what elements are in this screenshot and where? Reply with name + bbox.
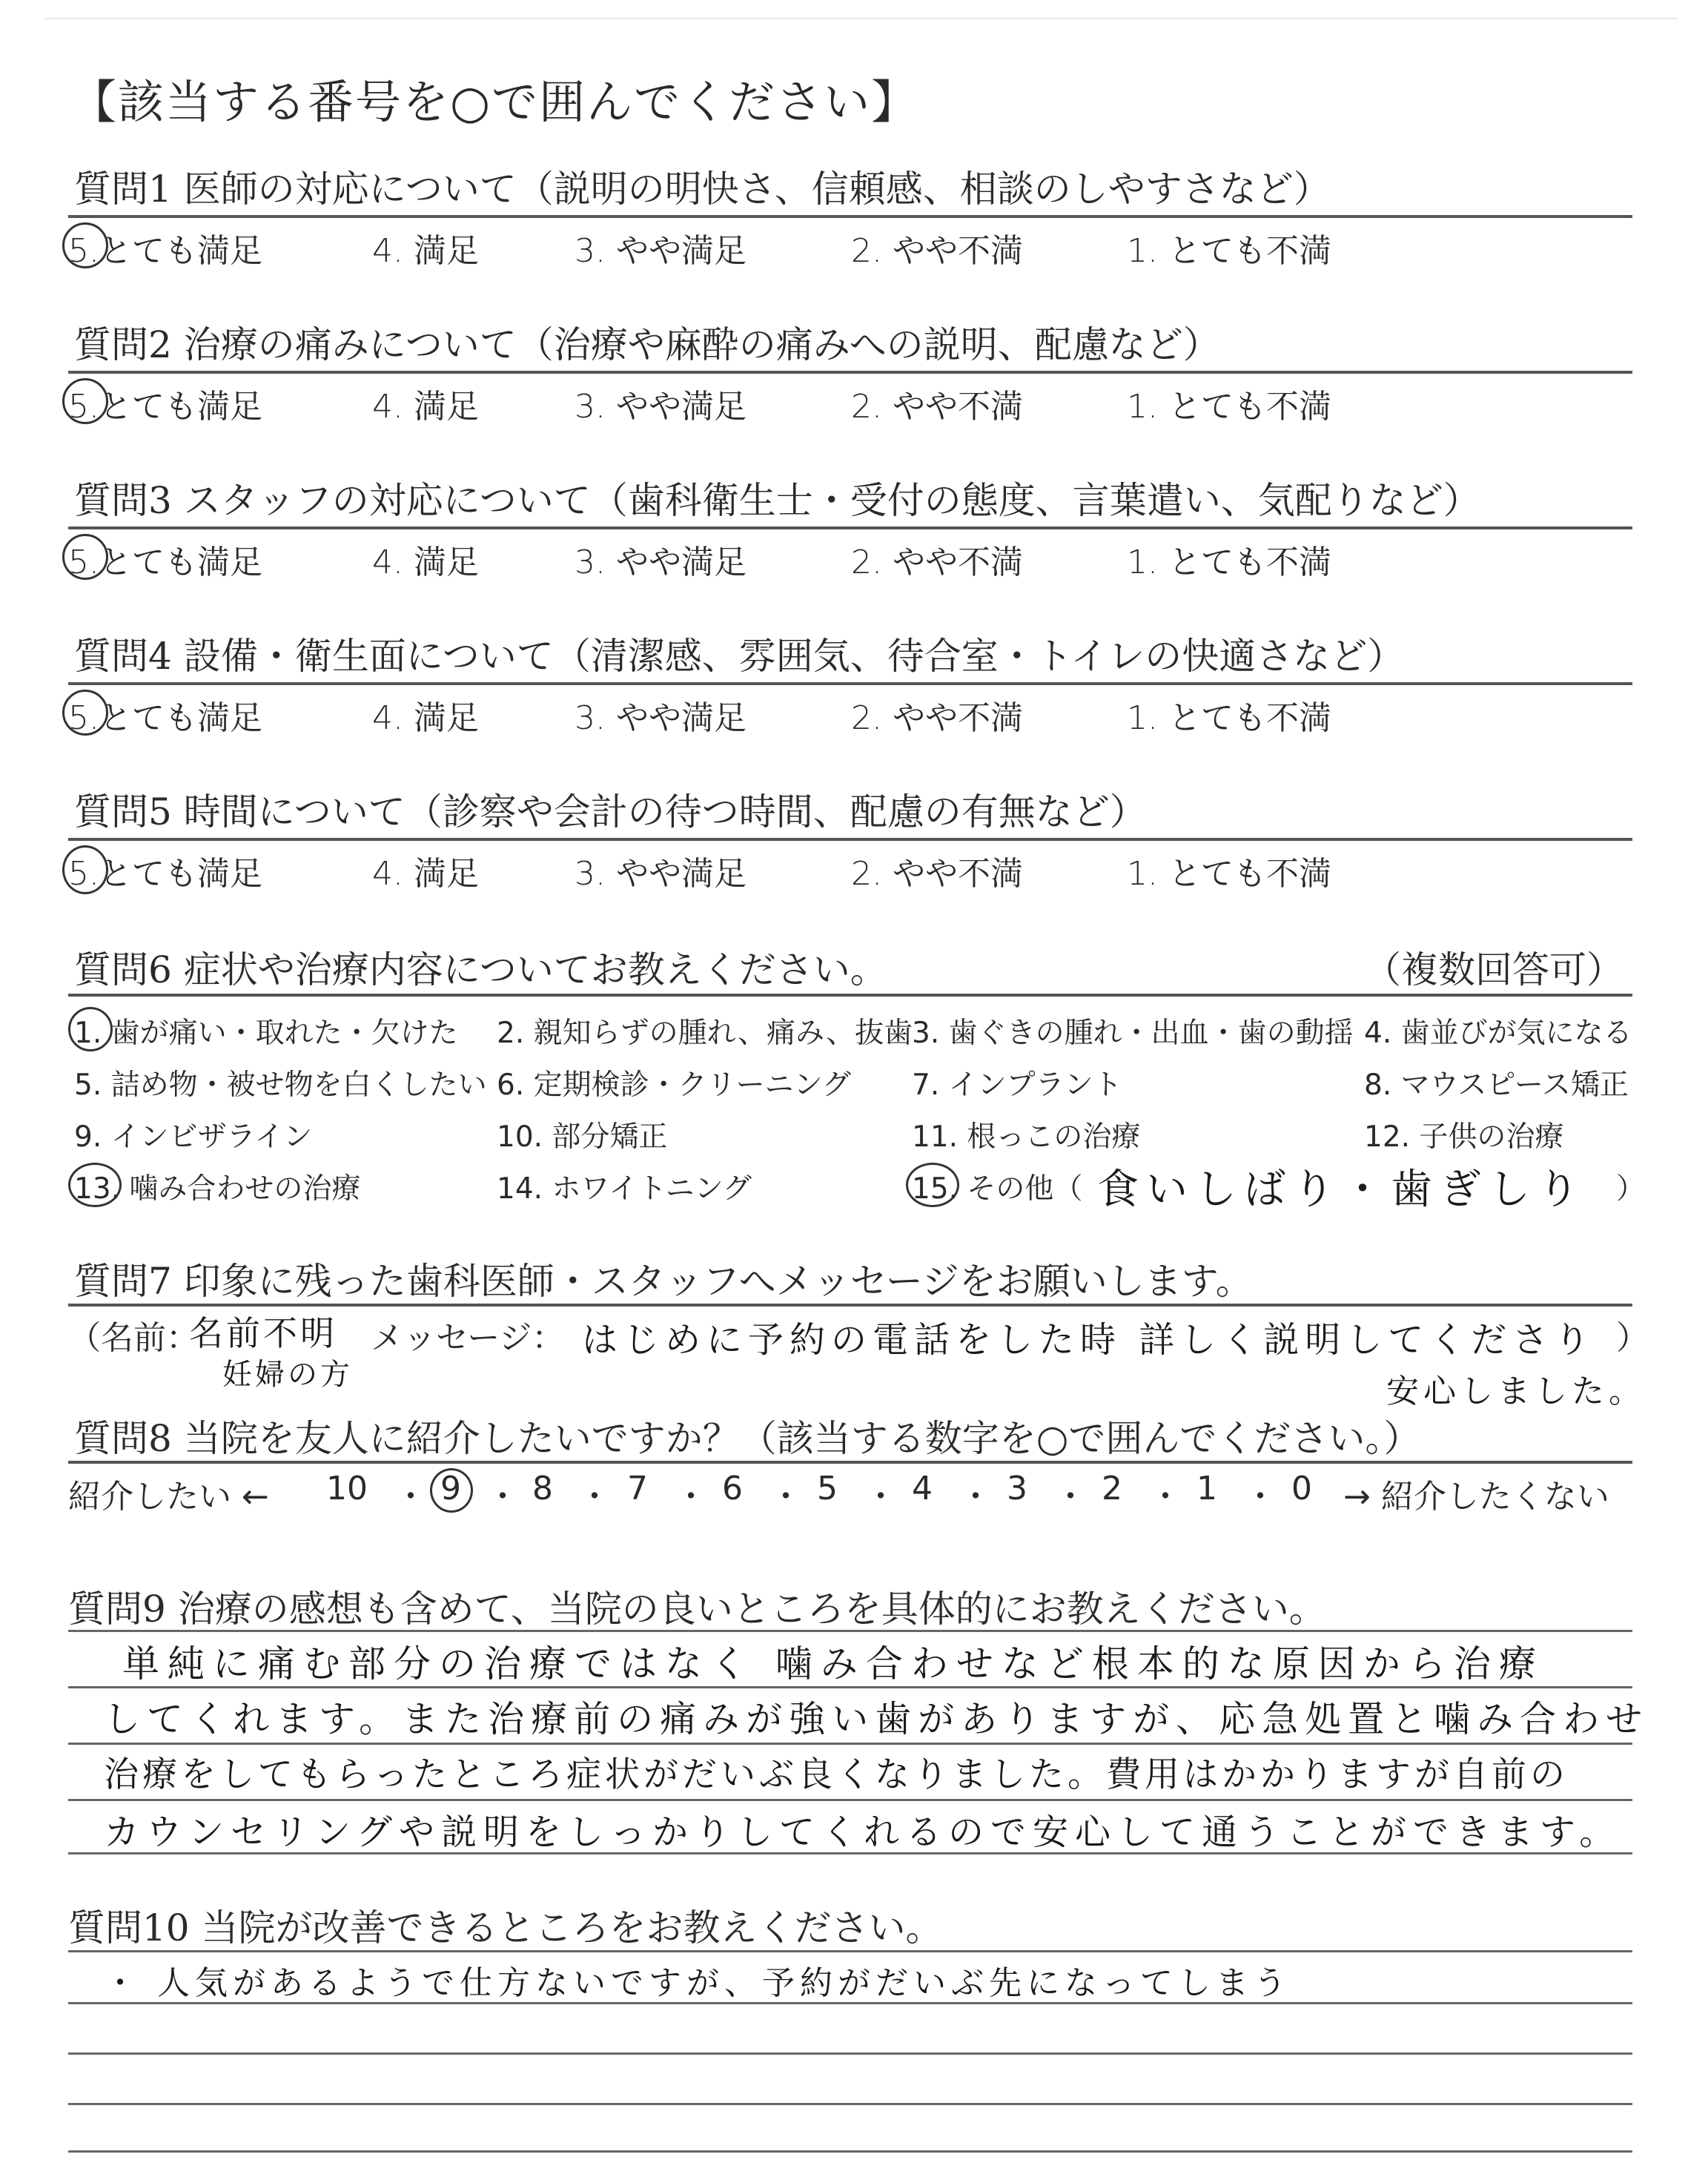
q8-scale-9[interactable]: 9: [440, 1470, 461, 1507]
q8-right-label: → 紹介したくない: [1343, 1478, 1609, 1516]
q8-scale-6[interactable]: 6: [722, 1470, 743, 1507]
q4-rule: [68, 682, 1632, 685]
q8-scale-dot: ・: [864, 1478, 897, 1516]
q8-scale-8[interactable]: 8: [532, 1470, 553, 1507]
q8-scale-2[interactable]: 2: [1102, 1470, 1122, 1507]
q7-message-line-1[interactable]: はじめに予約の電話をした時 詳しく説明してくださり: [582, 1319, 1596, 1361]
q2-option-3[interactable]: 3. やや満足: [575, 388, 747, 426]
q6-option-2[interactable]: 2. 親知らずの腫れ、痛み、抜歯: [497, 1017, 913, 1050]
q2-option-1[interactable]: 1. とても不満: [1127, 388, 1331, 426]
q2-option-2[interactable]: 2. やや不満: [851, 388, 1023, 426]
q6-selection-circle-15: [906, 1163, 959, 1207]
q7-close-paren: ）: [1616, 1319, 1649, 1357]
q8-left-label: 紹介したい ←: [68, 1478, 269, 1516]
q7-title: 質問7 印象に残った歯科医師・スタッフへメッセージをお願いします。: [74, 1260, 1253, 1303]
q2-selection-circle: [62, 378, 108, 424]
q6-option-8[interactable]: 8. マウスピース矯正: [1364, 1069, 1629, 1102]
q8-scale-dot: ・: [1054, 1478, 1087, 1516]
q8-scale-dot: ・: [1149, 1478, 1182, 1516]
q8-scale-3[interactable]: 3: [1007, 1470, 1027, 1507]
q6-option-9[interactable]: 9. インビザライン: [74, 1120, 313, 1154]
page-heading: 【該当する番号を○で囲んでください】: [70, 75, 919, 129]
q8-scale-4[interactable]: 4: [912, 1470, 933, 1507]
q5-rule: [68, 838, 1632, 841]
q2-option-5[interactable]: 5.とても満足: [68, 388, 262, 426]
q6-option-15[interactable]: 15. その他（: [912, 1172, 1083, 1206]
q8-title: 質問8 当院を友人に紹介したいですか？（該当する数字を○で囲んでください。）: [74, 1417, 1421, 1460]
q6-option-6[interactable]: 6. 定期検診・クリーニング: [497, 1069, 851, 1102]
q3-option-2[interactable]: 2. やや不満: [851, 544, 1023, 581]
q8-scale-dot: ・: [578, 1478, 611, 1516]
q4-option-2[interactable]: 2. やや不満: [851, 699, 1023, 737]
q8-scale-dot: ・: [675, 1478, 707, 1516]
q9-answer-line-3[interactable]: 治療をしてもらったところ症状がだいぶ良くなりました。費用はかかりますが自前の: [104, 1754, 1569, 1795]
q4-option-4[interactable]: 4. 満足: [372, 699, 479, 737]
q9-answer-line-4[interactable]: カウンセリングや説明をしっかりしてくれるので安心して通うことができます。: [104, 1811, 1622, 1853]
page-top-rule: [44, 18, 1678, 19]
q6-option-12[interactable]: 12. 子供の治療: [1364, 1120, 1564, 1154]
q3-option-3[interactable]: 3. やや満足: [575, 544, 747, 581]
q6-option-11[interactable]: 11. 根っこの治療: [912, 1120, 1141, 1154]
q6-option-1[interactable]: 1. 歯が痛い・取れた・欠けた: [74, 1017, 458, 1050]
q8-scale-dot: ・: [486, 1478, 519, 1516]
q8-scale-dot: ・: [1244, 1478, 1277, 1516]
q5-option-3[interactable]: 3. やや満足: [575, 855, 747, 893]
q10-rule-5: [68, 2150, 1632, 2153]
q8-scale-7[interactable]: 7: [627, 1470, 648, 1507]
q8-rule: [68, 1461, 1632, 1464]
q6-option-14[interactable]: 14. ホワイトニング: [497, 1172, 752, 1206]
q6-note: （複数回答可）: [1364, 948, 1623, 991]
q6-other-close-paren: ）: [1616, 1172, 1646, 1206]
q7-name-value-2[interactable]: 妊婦の方: [222, 1358, 353, 1392]
q9-answer-line-2[interactable]: してくれます。また治療前の痛みが強い歯がありますが、応急処置と噛み合わせ: [104, 1698, 1649, 1740]
q6-title: 質問6 症状や治療内容についてお教えください。: [74, 948, 887, 991]
q8-scale-0[interactable]: 0: [1291, 1470, 1312, 1507]
q7-message-line-2[interactable]: 安心しました。: [1386, 1373, 1646, 1410]
q6-option-7[interactable]: 7. インプラント: [912, 1069, 1122, 1102]
q9-rule-1: [68, 1630, 1632, 1632]
q6-option-10[interactable]: 10. 部分矯正: [497, 1120, 668, 1154]
q8-scale-dot: ・: [394, 1478, 427, 1516]
q3-title: 質問3 スタッフの対応について（歯科衛生士・受付の態度、言葉遣い、気配りなど）: [74, 479, 1480, 522]
q6-other-answer[interactable]: 食いしばり・歯ぎしり: [1097, 1166, 1586, 1214]
q1-option-4[interactable]: 4. 満足: [372, 232, 479, 270]
q3-option-1[interactable]: 1. とても不満: [1127, 544, 1331, 581]
q1-option-1[interactable]: 1. とても不満: [1127, 232, 1331, 270]
q3-option-4[interactable]: 4. 満足: [372, 544, 479, 581]
q7-name-label: （名前：: [68, 1319, 199, 1357]
q3-selection-circle: [62, 534, 108, 580]
q4-title: 質問4 設備・衛生面について（清潔感、雰囲気、待合室・トイレの快適さなど）: [74, 635, 1405, 678]
q5-selection-circle: [62, 845, 108, 894]
q4-option-5[interactable]: 5.とても満足: [68, 699, 262, 737]
q4-option-1[interactable]: 1. とても不満: [1127, 699, 1331, 737]
q3-option-5[interactable]: 5.とても満足: [68, 544, 262, 581]
q8-scale-5[interactable]: 5: [817, 1470, 838, 1507]
q4-option-3[interactable]: 3. やや満足: [575, 699, 747, 737]
q10-rule-1: [68, 1950, 1632, 1952]
q7-name-value[interactable]: 名前不明: [189, 1313, 337, 1353]
q6-selection-circle-1: [68, 1007, 113, 1051]
q10-title: 質問10 当院が改善できるところをお教えください。: [68, 1906, 943, 1949]
q2-title: 質問2 治療の痛みについて（治療や麻酔の痛みへの説明、配慮など）: [74, 323, 1220, 366]
q6-option-13[interactable]: 13. 噛み合わせの治療: [74, 1172, 361, 1206]
q6-rule: [68, 994, 1632, 997]
q1-option-2[interactable]: 2. やや不満: [851, 232, 1023, 270]
q2-rule: [68, 371, 1632, 374]
q10-rule-3: [68, 2052, 1632, 2055]
q9-title: 質問9 治療の感想も含めて、当院の良いところを具体的にお教えください。: [68, 1588, 1326, 1631]
q5-option-1[interactable]: 1. とても不満: [1127, 855, 1331, 893]
q5-option-5[interactable]: 5.とても満足: [68, 855, 262, 893]
q8-scale-1[interactable]: 1: [1196, 1470, 1217, 1507]
q6-option-5[interactable]: 5. 詰め物・被せ物を白くしたい: [74, 1069, 487, 1102]
q10-answer-line-1[interactable]: ・ 人気があるようで仕方ないですが、予約がだいぶ先になってしまう: [104, 1964, 1291, 2002]
q10-rule-4: [68, 2103, 1632, 2105]
q9-rule-3: [68, 1743, 1632, 1745]
q1-option-3[interactable]: 3. やや満足: [575, 232, 747, 270]
q2-option-4[interactable]: 4. 満足: [372, 388, 479, 426]
q1-option-5[interactable]: 5.とても満足: [68, 232, 262, 270]
q6-option-3[interactable]: 3. 歯ぐきの腫れ・出血・歯の動揺: [912, 1017, 1354, 1050]
q8-scale-dot: ・: [959, 1478, 992, 1516]
q4-selection-circle: [62, 690, 108, 736]
q1-title: 質問1 医師の対応について（説明の明快さ、信頼感、相談のしやすさなど）: [74, 168, 1331, 211]
q6-selection-circle-13: [68, 1163, 122, 1207]
q6-option-4[interactable]: 4. 歯並びが気になる: [1364, 1017, 1632, 1050]
q8-scale-dot: ・: [769, 1478, 802, 1516]
q5-option-4[interactable]: 4. 満足: [372, 855, 479, 893]
q9-rule-4: [68, 1799, 1632, 1801]
q5-title: 質問5 時間について（診察や会計の待つ時間、配慮の有無など）: [74, 790, 1147, 833]
q1-rule: [68, 215, 1632, 218]
q8-selection-circle: [430, 1468, 473, 1513]
q8-scale-10[interactable]: 10: [326, 1470, 368, 1507]
q3-rule: [68, 526, 1632, 529]
q9-answer-line-1[interactable]: 単純に痛む部分の治療ではなく 噛み合わせなど根本的な原因から治療: [122, 1642, 1544, 1685]
q1-selection-circle: [62, 222, 108, 268]
q7-message-label: メッセージ：: [371, 1319, 565, 1357]
q5-option-2[interactable]: 2. やや不満: [851, 855, 1023, 893]
